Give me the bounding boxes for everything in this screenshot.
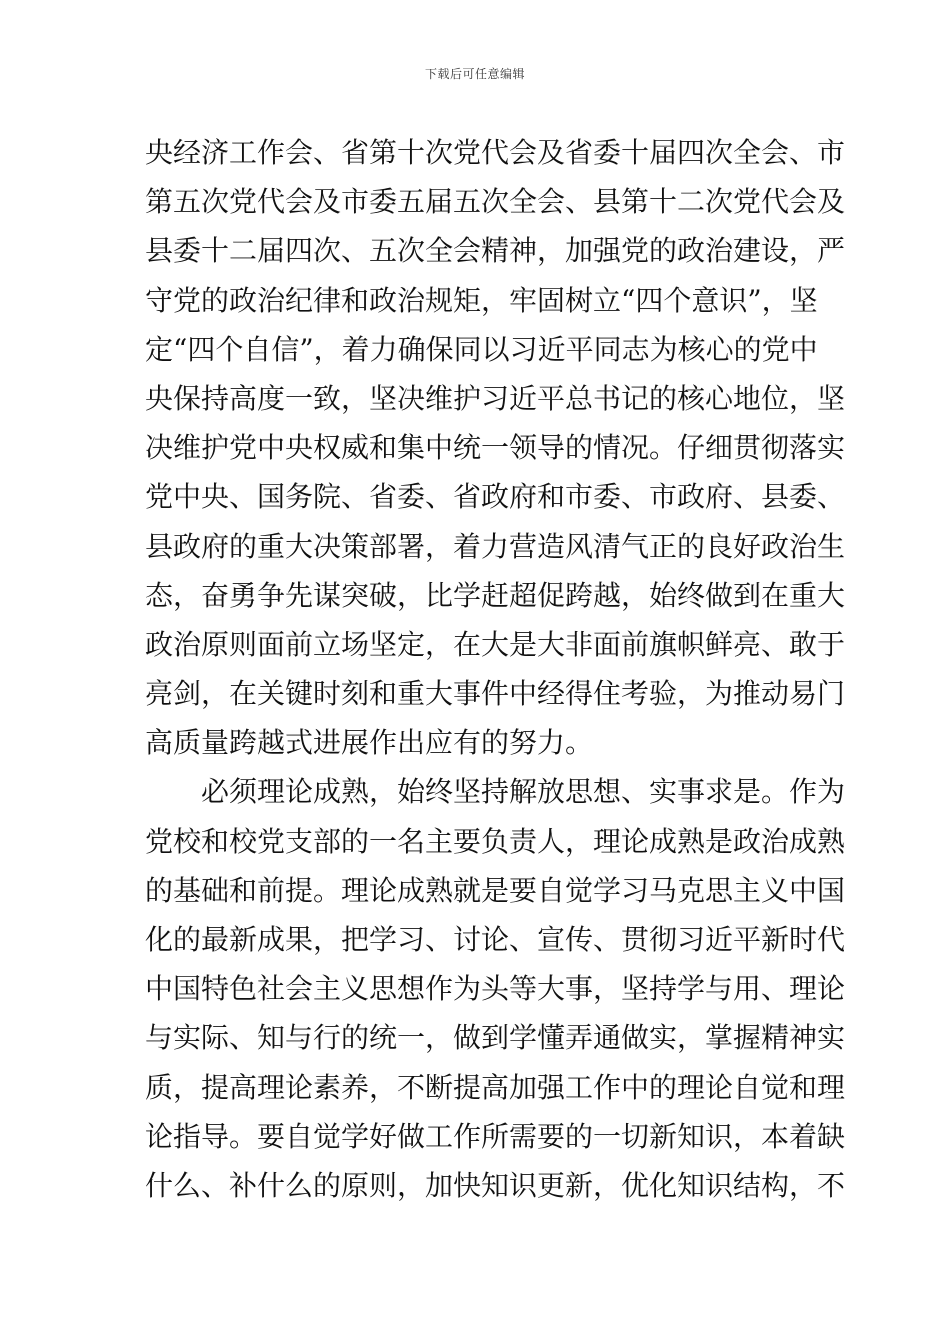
paragraph-end-line: 高质量跨越式进展作出应有的努力。 <box>145 726 594 760</box>
text-line: 党校和校党支部的一名主要负责人，理论成熟是政治成熟 <box>145 824 846 858</box>
text-line: 央经济工作会、省第十次党代会及省委十届四次全会、市 <box>145 136 846 169</box>
page-header: 下载后可任意编辑 <box>424 67 525 81</box>
text-line: 党中央、国务院、省委、省政府和市委、市政府、县委、 <box>145 480 846 514</box>
text-line: 决维护党中央权威和集中统一领导的情况。仔细贯彻落实 <box>145 431 846 465</box>
text-line: 守党的政治纪律和政治规矩，牢固树立“四个意识”，坚 <box>145 283 818 317</box>
text-line: 定“四个自信”，着力确保同以习近平同志为核心的党中 <box>145 332 818 366</box>
text-line: 中国特色社会主义思想作为头等大事，坚持学与用、理论 <box>145 972 846 1006</box>
text-line: 县委十二届四次、五次全会精神，加强党的政治建设，严 <box>145 234 846 268</box>
text-line: 第五次党代会及市委五届五次全会、县第十二次党代会及 <box>145 185 846 219</box>
text-line: 态，奋勇争先谋突破，比学赶超促跨越，始终做到在重大 <box>145 578 846 612</box>
text-line: 论指导。要自觉学好做工作所需要的一切新知识，本着缺 <box>145 1119 846 1153</box>
text-line: 化的最新成果，把学习、讨论、宣传、贯彻习近平新时代 <box>145 923 846 956</box>
text-line: 什么、补什么的原则，加快知识更新，优化知识结构，不 <box>145 1168 846 1202</box>
text-line: 亮剑，在关键时刻和重大事件中经得住考验，为推动易门 <box>145 677 846 711</box>
text-line: 政治原则面前立场坚定，在大是大非面前旗帜鲜亮、敢于 <box>145 627 846 661</box>
text-line: 质，提高理论素养，不断提高加强工作中的理论自觉和理 <box>145 1070 846 1104</box>
document-body <box>145 128 846 1210</box>
paragraph-start-line: 必须理论成熟，始终坚持解放思想、实事求是。作为 <box>201 775 846 809</box>
text-line: 县政府的重大决策部署，着力营造风清气正的良好政治生 <box>145 529 846 563</box>
text-line: 的基础和前提。理论成熟就是要自觉学习马克思主义中国 <box>145 873 846 907</box>
text-line: 央保持高度一致，坚决维护习近平总书记的核心地位，坚 <box>145 381 846 415</box>
text-line: 与实际、知与行的统一，做到学懂弄通做实，掌握精神实 <box>145 1021 846 1055</box>
